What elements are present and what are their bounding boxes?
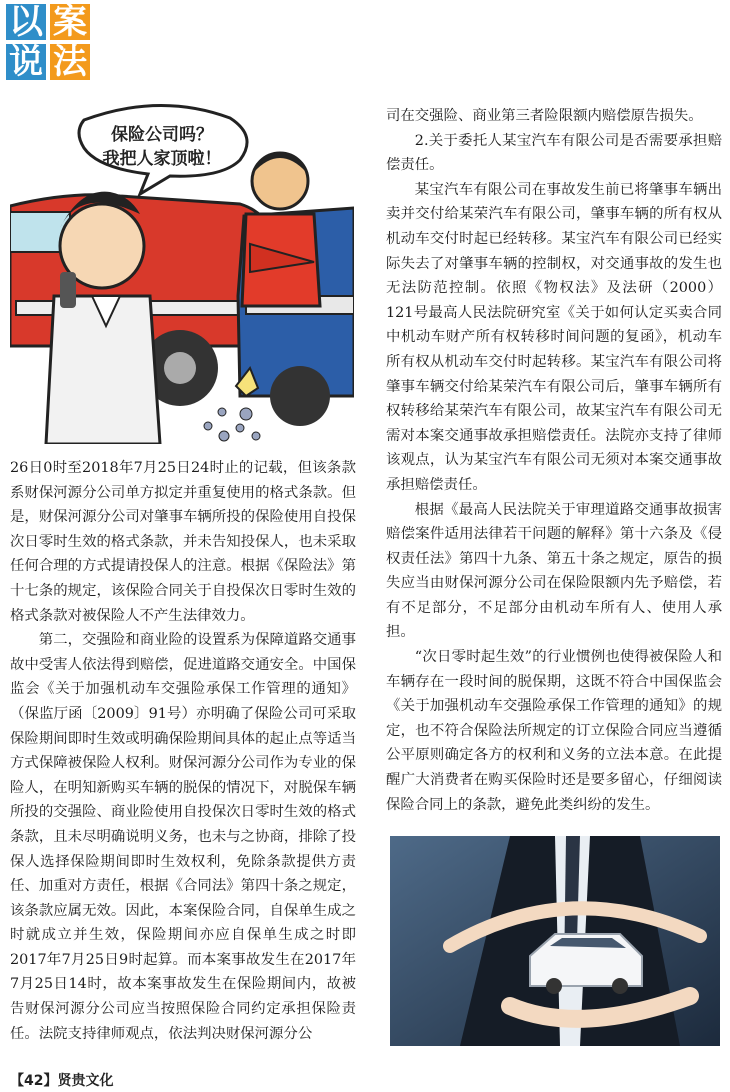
speech-bubble-line2: 我把人家顶啦！ xyxy=(102,149,222,169)
insurance-car-photo xyxy=(390,836,720,1046)
logo-char-an: 案 xyxy=(50,4,90,40)
right-paragraph-3: 某宝汽车有限公司在事故发生前已将肇事车辆出卖并交付给某荣汽车有限公司，肇事车辆的所有权从机动车交付时起已经转移。某宝汽车有限公司已经实际失去了对肇事车辆的控制权，对交通事故的发生也无法防范控制。依照《物权法》及法研（2000）121号最高人民法院研究室《关于如何认定买卖合同中机动车财产所有权转移时间问题的复函》，机动车所有权从机动车交付时起转移。某宝汽车有限公司将肇事车辆交付给某荣汽车有限公司后，肇事车辆所有权转移给某荣汽车有限公司，故某宝汽车有限公司无需对本案交通事故承担赔偿责任。法院亦支持了律师该观点，认为某宝汽车有限公司无须对本案交通事故承担赔偿责任。 xyxy=(386,181,722,493)
left-column-text xyxy=(10,456,356,1046)
right-paragraph-5: “次日零时起生效”的行业惯例也使得被保险人和车辆存在一段时间的脱保期，这既不符合中国保监会《关于加强机动车交强险承保工作管理的通知》的规定，也不符合保险法所规定的订立保险合同应当遵循公平原则确定各方的权利和义务的立法本意。在此提醒广大消费者在购买保险时还是要多留心，仔细阅读保险合同上的条款，避免此类纠纷的发生。 xyxy=(386,649,722,813)
right-column-text xyxy=(386,104,722,817)
page-footer: 【42】贤贵文化 xyxy=(10,1073,114,1089)
right-paragraph-4: 根据《最高人民法院关于审理道路交通事故损害赔偿案件适用法律若干问题的解释》第十六条及《侵权责任法》第四十九条、第五十条之规定，原告的损失应当由财保河源分公司在保险限额内先予赔偿，若有不足部分，不足部分由机动车所有人、使用人承担。 xyxy=(386,501,722,641)
column-logo xyxy=(6,4,92,80)
logo-char-fa: 法 xyxy=(50,44,90,80)
logo-char-shuo: 说 xyxy=(6,44,46,80)
right-paragraph-2: 2.关于委托人某宝汽车有限公司是否需要承担赔偿责任。 xyxy=(386,132,722,174)
left-paragraph-2: 第二，交强险和商业险的设置系为保障道路交通事故中受害人依法得到赔偿，促进道路交通安全。中国保监会《关于加强机动车交强险承保工作管理的通知》（保监厅函〔2009〕91号）亦明确了保险公司可采取保险期间即时生效或明确保险期间具体的起止点等适当方式保障被保险人权利。财保河源分公司作为专业的保险人，在明知新购买车辆的脱保的情况下，对脱保车辆所投的交强险、商业险使用自投保次日零时生效的格式条款，且未尽明确说明义务，也未与之协商，排除了投保人选择保险期间即时生效权利，免除条款提供方责任、加重对方责任，根据《合同法》第四十条之规定，该条款应属无效。因此，本案保险合同，自保单生成之时就成立并生效，保险期间亦应自保单生成之时即2017年7月25日9时起算。而本案事故发生在2017年7月25日14时，故本案事故发生在保险期间内，故被告财保河源分公司应当按照保险合同约定承担保险责任。法院支持律师观点，依法判决财保河源分公 xyxy=(10,632,356,1042)
left-paragraph-1: 26日0时至2018年7月25日24时止的记载，但该条款系财保河源分公司单方拟定并重复使用的格式条款。但是，财保河源分公司对肇事车辆所投的保险使用自投保次日零时生效的格式条款，并未告知投保人，也未采取任何合理的方式提请投保人的注意。根据《保险法》第十七条的规定，该保险合同关于自投保次日零时生效的格式条款对被保险人不产生法律效力。 xyxy=(10,460,356,624)
logo-char-yi: 以 xyxy=(6,4,46,40)
right-paragraph-1: 司在交强险、商业第三者险限额内赔偿原告损失。 xyxy=(386,108,703,124)
speech-bubble-line1: 保险公司吗？ xyxy=(111,125,213,145)
car-accident-cartoon xyxy=(10,96,354,444)
